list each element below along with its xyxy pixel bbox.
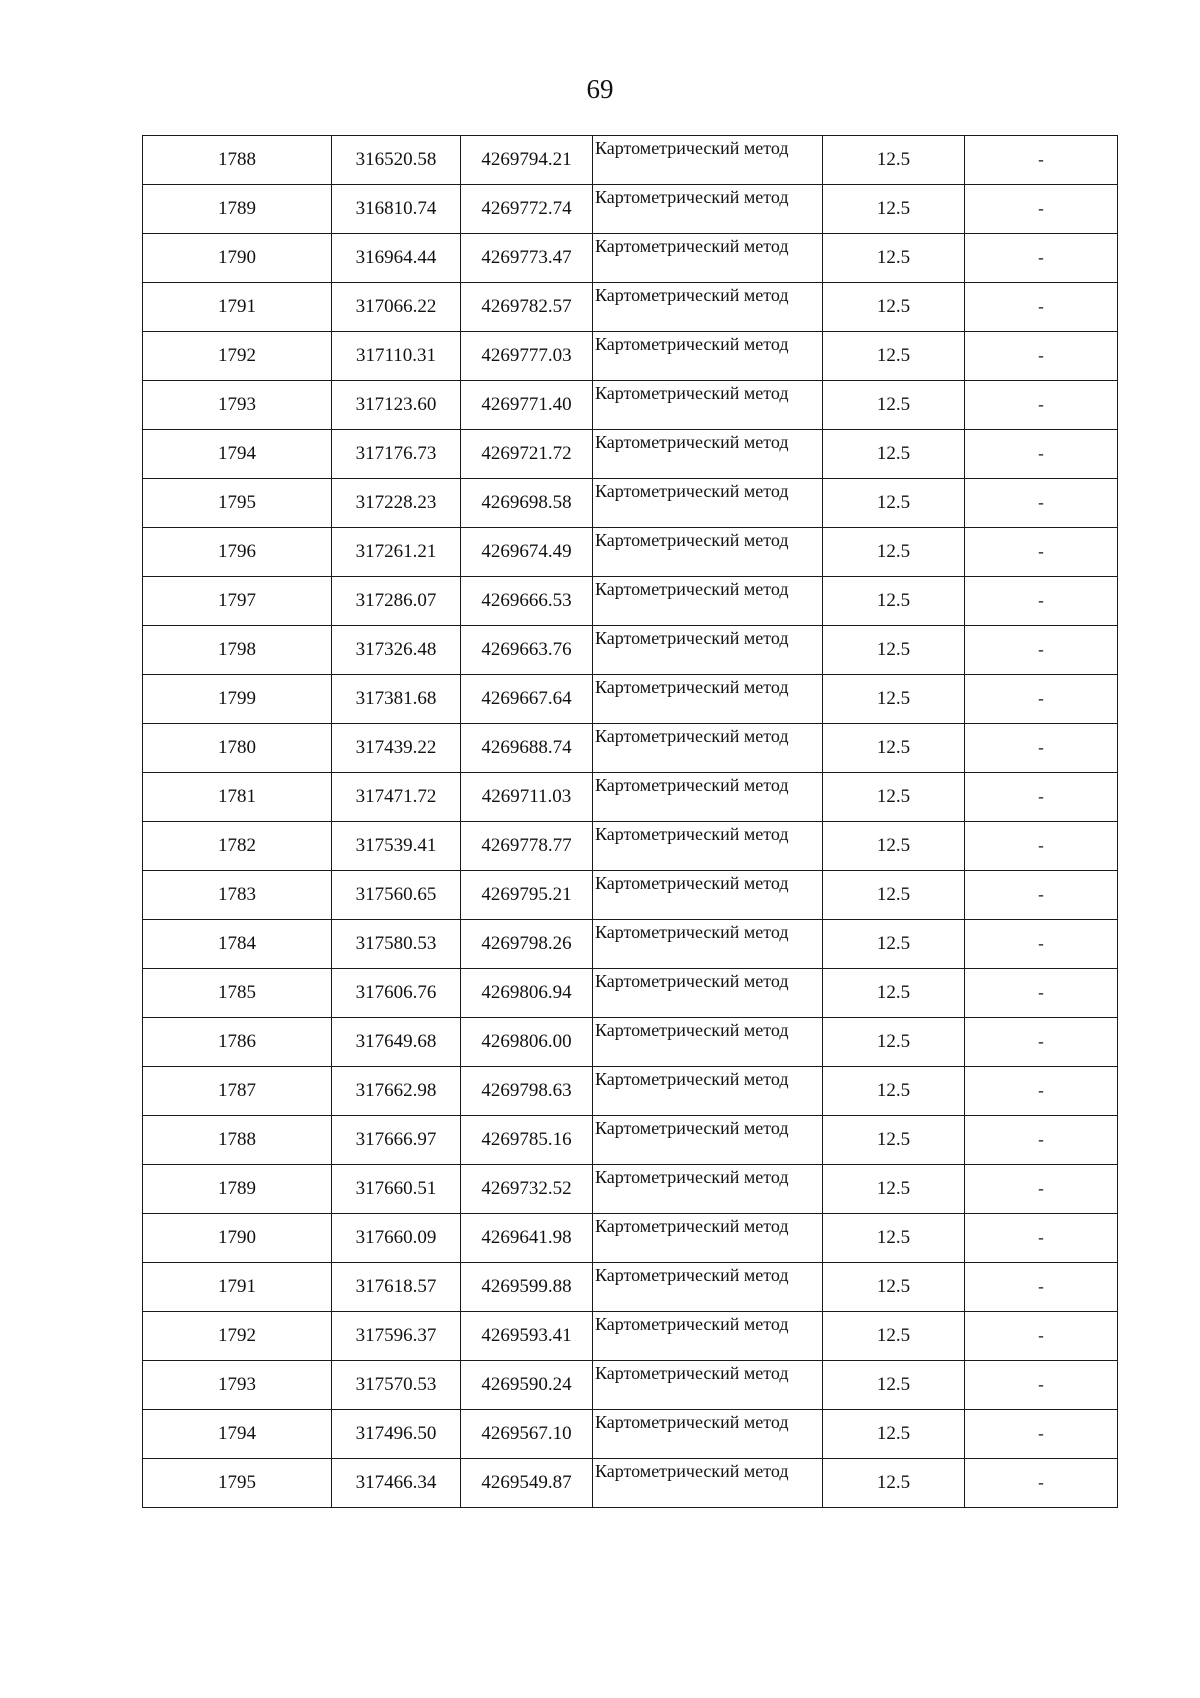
point-number-cell: 1794 [143,1410,332,1459]
y-coordinate-cell: 4269698.58 [461,479,593,528]
y-coordinate-cell: 4269667.64 [461,675,593,724]
accuracy-cell: 12.5 [823,626,965,675]
y-coordinate-cell: 4269785.16 [461,1116,593,1165]
note-cell: - [965,1214,1118,1263]
accuracy-cell: 12.5 [823,1214,965,1263]
method-cell: Картометрический метод [593,234,823,283]
note-cell: - [965,1263,1118,1312]
method-cell: Картометрический метод [593,626,823,675]
point-number-cell: 1795 [143,479,332,528]
method-cell: Картометрический метод [593,1263,823,1312]
method-cell: Картометрический метод [593,1116,823,1165]
page-number: 69 [586,74,614,104]
method-cell: Картометрический метод [593,1410,823,1459]
point-number-cell: 1784 [143,920,332,969]
y-coordinate-cell: 4269771.40 [461,381,593,430]
x-coordinate-cell: 317539.41 [332,822,461,871]
accuracy-cell: 12.5 [823,822,965,871]
x-coordinate-cell: 317606.76 [332,969,461,1018]
table-row [143,822,1118,871]
method-cell: Картометрический метод [593,381,823,430]
table-row [143,1116,1118,1165]
point-number-cell: 1799 [143,675,332,724]
table-row [143,185,1118,234]
method-cell: Картометрический метод [593,724,823,773]
point-number-cell: 1789 [143,185,332,234]
note-cell: - [965,724,1118,773]
y-coordinate-cell: 4269549.87 [461,1459,593,1508]
method-cell: Картометрический метод [593,773,823,822]
method-cell: Картометрический метод [593,430,823,479]
accuracy-cell: 12.5 [823,773,965,822]
x-coordinate-cell: 317662.98 [332,1067,461,1116]
x-coordinate-cell: 317176.73 [332,430,461,479]
table-row [143,1459,1118,1508]
note-cell: - [965,1116,1118,1165]
y-coordinate-cell: 4269795.21 [461,871,593,920]
table-row [143,234,1118,283]
note-cell: - [965,234,1118,283]
x-coordinate-cell: 317580.53 [332,920,461,969]
x-coordinate-cell: 317618.57 [332,1263,461,1312]
method-cell: Картометрический метод [593,185,823,234]
accuracy-cell: 12.5 [823,1263,965,1312]
x-coordinate-cell: 317228.23 [332,479,461,528]
note-cell: - [965,1018,1118,1067]
table-row [143,1067,1118,1116]
point-number-cell: 1793 [143,1361,332,1410]
x-coordinate-cell: 317286.07 [332,577,461,626]
point-number-cell: 1792 [143,1312,332,1361]
table-row [143,528,1118,577]
accuracy-cell: 12.5 [823,871,965,920]
accuracy-cell: 12.5 [823,920,965,969]
table-row [143,1165,1118,1214]
coordinates-table [142,135,1118,1508]
table-row [143,626,1118,675]
method-cell: Картометрический метод [593,1214,823,1263]
x-coordinate-cell: 317381.68 [332,675,461,724]
note-cell: - [965,1410,1118,1459]
accuracy-cell: 12.5 [823,1116,965,1165]
accuracy-cell: 12.5 [823,1165,965,1214]
table-row [143,1214,1118,1263]
y-coordinate-cell: 4269806.00 [461,1018,593,1067]
note-cell: - [965,1459,1118,1508]
point-number-cell: 1789 [143,1165,332,1214]
point-number-cell: 1795 [143,1459,332,1508]
point-number-cell: 1791 [143,1263,332,1312]
method-cell: Картометрический метод [593,871,823,920]
y-coordinate-cell: 4269778.77 [461,822,593,871]
method-cell: Картометрический метод [593,969,823,1018]
y-coordinate-cell: 4269663.76 [461,626,593,675]
x-coordinate-cell: 317471.72 [332,773,461,822]
table-row [143,136,1118,185]
accuracy-cell: 12.5 [823,234,965,283]
table-row [143,1312,1118,1361]
table-row [143,675,1118,724]
y-coordinate-cell: 4269593.41 [461,1312,593,1361]
table-row [143,283,1118,332]
note-cell: - [965,1165,1118,1214]
point-number-cell: 1787 [143,1067,332,1116]
method-cell: Картометрический метод [593,1018,823,1067]
accuracy-cell: 12.5 [823,381,965,430]
note-cell: - [965,920,1118,969]
note-cell: - [965,430,1118,479]
method-cell: Картометрический метод [593,1067,823,1116]
x-coordinate-cell: 317560.65 [332,871,461,920]
note-cell: - [965,969,1118,1018]
y-coordinate-cell: 4269806.94 [461,969,593,1018]
note-cell: - [965,528,1118,577]
method-cell: Картометрический метод [593,675,823,724]
point-number-cell: 1783 [143,871,332,920]
note-cell: - [965,675,1118,724]
note-cell: - [965,1312,1118,1361]
point-number-cell: 1793 [143,381,332,430]
note-cell: - [965,626,1118,675]
x-coordinate-cell: 317666.97 [332,1116,461,1165]
accuracy-cell: 12.5 [823,136,965,185]
accuracy-cell: 12.5 [823,724,965,773]
method-cell: Картометрический метод [593,1459,823,1508]
table-row [143,577,1118,626]
note-cell: - [965,1067,1118,1116]
accuracy-cell: 12.5 [823,1361,965,1410]
y-coordinate-cell: 4269711.03 [461,773,593,822]
x-coordinate-cell: 317261.21 [332,528,461,577]
x-coordinate-cell: 317123.60 [332,381,461,430]
point-number-cell: 1782 [143,822,332,871]
note-cell: - [965,1361,1118,1410]
accuracy-cell: 12.5 [823,675,965,724]
note-cell: - [965,185,1118,234]
accuracy-cell: 12.5 [823,1067,965,1116]
table-row [143,969,1118,1018]
table-row [143,1263,1118,1312]
point-number-cell: 1798 [143,626,332,675]
point-number-cell: 1794 [143,430,332,479]
note-cell: - [965,332,1118,381]
note-cell: - [965,136,1118,185]
point-number-cell: 1792 [143,332,332,381]
method-cell: Картометрический метод [593,332,823,381]
accuracy-cell: 12.5 [823,479,965,528]
table-row [143,479,1118,528]
y-coordinate-cell: 4269773.47 [461,234,593,283]
table-row [143,430,1118,479]
point-number-cell: 1788 [143,136,332,185]
method-cell: Картометрический метод [593,479,823,528]
accuracy-cell: 12.5 [823,528,965,577]
x-coordinate-cell: 317066.22 [332,283,461,332]
accuracy-cell: 12.5 [823,430,965,479]
point-number-cell: 1781 [143,773,332,822]
x-coordinate-cell: 317596.37 [332,1312,461,1361]
accuracy-cell: 12.5 [823,185,965,234]
note-cell: - [965,381,1118,430]
table-row [143,332,1118,381]
y-coordinate-cell: 4269688.74 [461,724,593,773]
note-cell: - [965,283,1118,332]
point-number-cell: 1797 [143,577,332,626]
x-coordinate-cell: 317439.22 [332,724,461,773]
method-cell: Картометрический метод [593,1165,823,1214]
note-cell: - [965,871,1118,920]
y-coordinate-cell: 4269666.53 [461,577,593,626]
y-coordinate-cell: 4269782.57 [461,283,593,332]
y-coordinate-cell: 4269732.52 [461,1165,593,1214]
accuracy-cell: 12.5 [823,283,965,332]
y-coordinate-cell: 4269721.72 [461,430,593,479]
point-number-cell: 1785 [143,969,332,1018]
point-number-cell: 1790 [143,234,332,283]
y-coordinate-cell: 4269567.10 [461,1410,593,1459]
note-cell: - [965,479,1118,528]
point-number-cell: 1786 [143,1018,332,1067]
x-coordinate-cell: 317649.68 [332,1018,461,1067]
method-cell: Картометрический метод [593,577,823,626]
x-coordinate-cell: 316520.58 [332,136,461,185]
x-coordinate-cell: 317660.51 [332,1165,461,1214]
note-cell: - [965,577,1118,626]
y-coordinate-cell: 4269590.24 [461,1361,593,1410]
coordinates-table-body [143,136,1118,1508]
point-number-cell: 1790 [143,1214,332,1263]
accuracy-cell: 12.5 [823,969,965,1018]
method-cell: Картометрический метод [593,283,823,332]
accuracy-cell: 12.5 [823,332,965,381]
table-row [143,920,1118,969]
table-row [143,1361,1118,1410]
x-coordinate-cell: 317570.53 [332,1361,461,1410]
table-row [143,871,1118,920]
x-coordinate-cell: 317466.34 [332,1459,461,1508]
y-coordinate-cell: 4269777.03 [461,332,593,381]
accuracy-cell: 12.5 [823,1459,965,1508]
method-cell: Картометрический метод [593,1361,823,1410]
accuracy-cell: 12.5 [823,1410,965,1459]
y-coordinate-cell: 4269674.49 [461,528,593,577]
y-coordinate-cell: 4269641.98 [461,1214,593,1263]
x-coordinate-cell: 316810.74 [332,185,461,234]
x-coordinate-cell: 316964.44 [332,234,461,283]
note-cell: - [965,822,1118,871]
method-cell: Картометрический метод [593,136,823,185]
table-row [143,773,1118,822]
table-row [143,724,1118,773]
accuracy-cell: 12.5 [823,1018,965,1067]
note-cell: - [965,773,1118,822]
method-cell: Картометрический метод [593,528,823,577]
point-number-cell: 1796 [143,528,332,577]
x-coordinate-cell: 317326.48 [332,626,461,675]
method-cell: Картометрический метод [593,920,823,969]
point-number-cell: 1791 [143,283,332,332]
x-coordinate-cell: 317496.50 [332,1410,461,1459]
method-cell: Картометрический метод [593,1312,823,1361]
accuracy-cell: 12.5 [823,1312,965,1361]
table-row [143,1410,1118,1459]
y-coordinate-cell: 4269798.63 [461,1067,593,1116]
x-coordinate-cell: 317660.09 [332,1214,461,1263]
table-row [143,1018,1118,1067]
method-cell: Картометрический метод [593,822,823,871]
point-number-cell: 1780 [143,724,332,773]
x-coordinate-cell: 317110.31 [332,332,461,381]
y-coordinate-cell: 4269772.74 [461,185,593,234]
accuracy-cell: 12.5 [823,577,965,626]
y-coordinate-cell: 4269794.21 [461,136,593,185]
y-coordinate-cell: 4269599.88 [461,1263,593,1312]
table-row [143,381,1118,430]
y-coordinate-cell: 4269798.26 [461,920,593,969]
point-number-cell: 1788 [143,1116,332,1165]
